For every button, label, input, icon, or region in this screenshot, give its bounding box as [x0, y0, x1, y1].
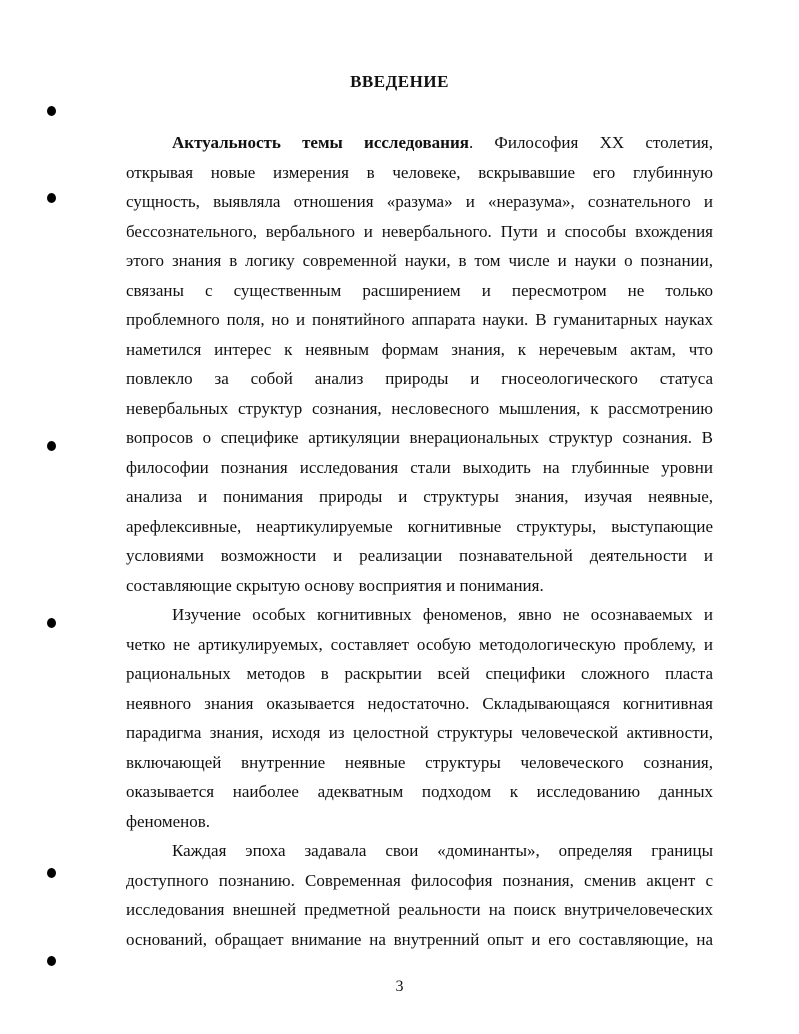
paragraph-line: четко не артикулируемых, составляет особую методологическую проблему, и: [126, 634, 713, 654]
paragraph-line: связаны с существенным расширением и пересмотром не только: [126, 280, 713, 300]
paragraph-line: исследования внешней предметной реальности на поиск внутричеловеческих: [126, 900, 713, 919]
paragraph-line: Каждая эпоха задавала свои «доминанты», определяя границы: [172, 841, 713, 860]
paragraph-line: феноменов.: [126, 811, 211, 831]
paragraph-line: невербальных структур сознания, несловесного мышления, к рассмотрению: [126, 398, 713, 418]
binder-hole-mark: [47, 868, 56, 878]
paragraph-line: доступного познанию. Современная философия познания, сменив акцент с: [126, 870, 713, 890]
paragraph-line: парадигма знания, исходя из целостной структуры человеческой активности,: [126, 723, 713, 742]
paragraph-line: Изучение особых когнитивных феноменов, явно не осознаваемых и: [172, 605, 713, 624]
paragraph-line: бессознательного, вербального и невербального. Пути и способы вхождения: [126, 221, 713, 241]
binder-hole-mark: [47, 106, 56, 116]
paragraph-line: условиями возможности и реализации познавательной деятельности и: [126, 546, 713, 565]
paragraph-line: проблемного поля, но и понятийного аппарата науки. В гуманитарных науках: [126, 310, 713, 329]
paragraph-line: включающей внутренние неявные структуры человеческого сознания,: [126, 752, 713, 772]
paragraph-line: рациональных методов в раскрытии всей специфики сложного пласта: [126, 664, 713, 683]
binder-hole-mark: [47, 441, 56, 451]
paragraph-line: философии познания исследования стали выходить на глубинные уровни: [126, 457, 713, 477]
paragraph-line: этого знания в логику современной науки, в том числе и науки о познании,: [126, 251, 713, 270]
body-text: [126, 128, 713, 954]
paragraph-line: Актуальность темы исследования. Философия XX столетия,: [172, 133, 713, 152]
paragraph-line: неявного знания оказывается недостаточно. Складывающаяся когнитивная: [126, 693, 713, 713]
paragraph-line: оказывается наиболее адекватным подходом к исследованию данных: [126, 782, 713, 801]
paragraph-line: сущность, выявляла отношения «разума» и «неразума», сознательного и: [126, 192, 713, 211]
paragraph-line: открывая новые измерения в человеке, вскрывавшие его глубинную: [126, 162, 713, 182]
paragraph-line: оснований, обращает внимание на внутренний опыт и его составляющие, на: [126, 929, 713, 949]
paragraph-line: наметился интерес к неявным формам знания, к неречевым актам, что: [126, 339, 713, 359]
binder-hole-mark: [47, 193, 56, 203]
paragraph-line: повлекло за собой анализ природы и гносеологического статуса: [126, 369, 713, 388]
binder-hole-mark: [47, 956, 56, 966]
page-title: ВВЕДЕНИЕ: [350, 72, 449, 91]
page-number: 3: [395, 978, 404, 995]
paragraph-line: анализа и понимания природы и структуры знания, изучая неявные,: [126, 487, 713, 506]
lead-heading: Актуальность темы исследования: [172, 133, 469, 152]
paragraph-line: вопросов о специфике артикуляции внерациональных структур сознания. В: [126, 428, 713, 447]
paragraph-line: арефлексивные, неартикулируемые когнитивные структуры, выступающие: [126, 516, 713, 536]
binder-hole-mark: [47, 618, 56, 628]
paragraph-line: составляющие скрытую основу восприятия и понимания.: [126, 575, 544, 595]
